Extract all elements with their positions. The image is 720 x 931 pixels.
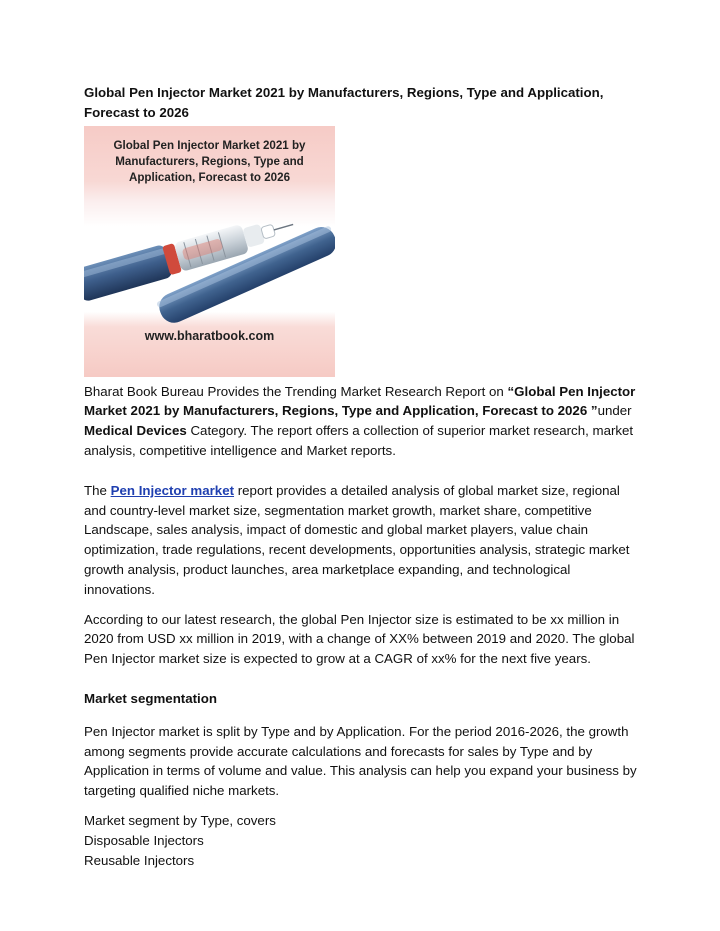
report-banner-image	[84, 126, 335, 377]
intro-under: under	[597, 403, 632, 419]
pen-injector-illustration	[84, 196, 335, 336]
analysis-prefix: The	[84, 482, 111, 498]
pen-injector-market-link[interactable]: Pen Injector market	[110, 482, 235, 498]
intro-prefix: Bharat Book Bureau Provides the Trending Market Research Report on	[84, 383, 508, 399]
analysis-suffix: report provides a detailed analysis of global market size, regional and country-level market size, segmentation market growth, market share, competitive Landscape, sales analysis, impact of domestic and global market players, value chain optimization, trade regulations, recent developments, opportunities analysis, strategic market growth analysis, product launches, area marketplace expanding, and technological innovations.	[84, 482, 630, 597]
type-item-reusable: Reusable Injectors	[84, 852, 195, 868]
banner-title: Global Pen Injector Market 2021 by Manufacturers, Regions, Type and Application, Forecast to 2026	[113, 138, 306, 184]
research-paragraph: According to our latest research, the global Pen Injector size is estimated to be xx million in 2020 from USD xx million in 2019, with a change of XX% between 2019 and 2020. The global Pen Injector market size is expected to grow at a CAGR of xx% for the next five years.	[84, 611, 635, 667]
segmentation-paragraph: Pen Injector market is split by Type and by Application. For the period 2016-2026, the growth among segments provide accurate calculations and forecasts for sales by Type and by Application in terms of volume and value. This analysis can help you expand your business by targeting qualified niche markets.	[84, 723, 637, 799]
analysis-paragraph	[84, 481, 640, 600]
type-item-disposable: Disposable Injectors	[84, 832, 204, 848]
intro-report-title: “Global Pen Injector Market 2021 by Manufacturers, Regions, Type and Application, Forecast to 2026 ”	[84, 383, 636, 419]
banner-url: www.bharatbook.com	[144, 328, 275, 343]
document-content	[84, 83, 640, 870]
intro-category: Medical Devices	[84, 423, 187, 439]
intro-suffix: Category. The report offers a collection of superior market research, market analysis, competitive intelligence and Market reports.	[84, 423, 634, 458]
segmentation-heading: Market segmentation	[84, 690, 218, 706]
type-heading: Market segment by Type, covers	[84, 812, 276, 828]
document-title: Global Pen Injector Market 2021 by Manufacturers, Regions, Type and Application, Forecast to 2026	[84, 85, 604, 120]
intro-paragraph	[84, 382, 640, 461]
